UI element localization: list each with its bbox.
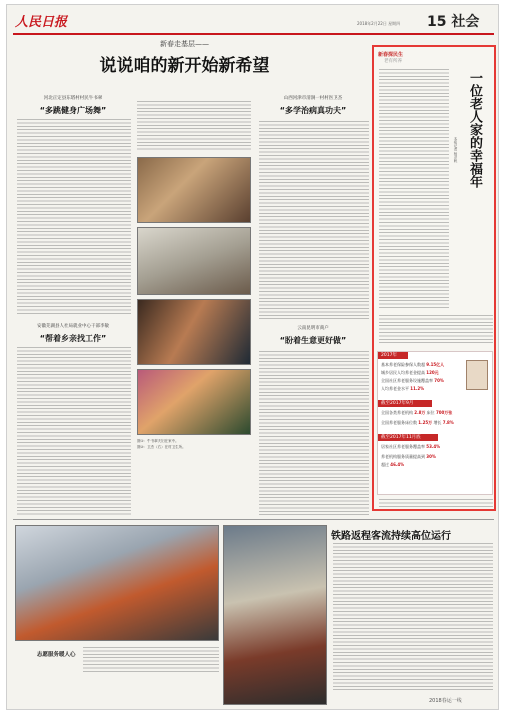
sidebar-tag: 新春探民生 xyxy=(378,52,404,58)
section-footer: 2018春运一线 xyxy=(429,698,462,704)
story-text xyxy=(17,119,131,315)
stat-row: 基本养老保险参保人数超 9.15亿人 xyxy=(381,362,445,367)
rocking-chair-icon xyxy=(466,360,488,390)
main-headline: 说说咱的新开始新希望 xyxy=(99,56,270,76)
stats-panel xyxy=(377,351,493,495)
photo-caption: 图②：卫杰（右）在村卫生所。 xyxy=(137,445,186,449)
highlighted-sidebar[interactable] xyxy=(372,45,496,511)
photo-volunteers xyxy=(15,525,219,641)
photo-caption-title: 志愿服务暖人心 xyxy=(37,652,76,658)
sidebar-credit xyxy=(379,499,493,509)
story-subtitle: 安徽芜湖县人社局就业中心干部李敏 xyxy=(37,324,109,329)
masthead-rule xyxy=(13,33,494,35)
story-title: “多跳健身广场舞” xyxy=(39,106,107,115)
sidebar-text xyxy=(379,315,493,345)
stats-year-bar: 截至2017年11月底 xyxy=(378,434,438,441)
photo-station xyxy=(223,525,327,705)
second-story-text xyxy=(333,543,493,691)
photo-family xyxy=(137,299,251,365)
headline-kicker: 新春走基层—— xyxy=(160,40,209,48)
story-title: “帮着乡亲找工作” xyxy=(39,334,107,343)
page-number: 15 社会 xyxy=(427,14,480,30)
stat-row: 人均养老金水平 11.2% xyxy=(381,386,425,391)
section-divider xyxy=(13,519,494,520)
story-text xyxy=(259,121,369,321)
story-title: “盼着生意更好做” xyxy=(279,336,347,345)
story-text xyxy=(17,347,131,515)
sidebar-tag-sub: 老有所养 xyxy=(384,59,402,64)
stats-year-bar: 2017年 xyxy=(378,352,408,359)
photo-caption: 图①：牛书翠夫妇在家中。 xyxy=(137,439,179,443)
photo-couple xyxy=(137,157,251,223)
newspaper-logo: 人民日报 xyxy=(15,15,68,30)
masthead xyxy=(7,5,499,35)
newspaper-page xyxy=(6,4,499,710)
story-title: “多学治病真功夫” xyxy=(279,106,347,115)
photo-clinic xyxy=(137,227,251,295)
intro-text xyxy=(137,101,251,151)
photo-shop xyxy=(137,369,251,435)
story-subtitle: 河北正定县东塔村村民牛书翠 xyxy=(43,96,103,101)
stat-row: 城乡居民人均养老金提高 120元 xyxy=(381,370,439,375)
stat-row: 超过 46.4% xyxy=(381,462,405,467)
issue-date: 2018年2月22日 星期四 xyxy=(357,21,401,26)
stat-row: 全国养老服务床位数 1.25万 增长 7.8% xyxy=(381,420,454,425)
sidebar-title: 一位老人家的幸福年 xyxy=(467,71,482,188)
stat-row: 居家社区养老服务覆盖率 53.4% xyxy=(381,444,441,449)
stat-row: 全国各类养老机构 2.8万 床位 700万张 xyxy=(381,410,453,415)
stats-year-bar: 截至2017年9月 xyxy=(378,400,432,407)
sidebar-byline: 本报记者 杨彦帆 xyxy=(454,137,458,163)
second-headline: 铁路返程客流持续高位运行 xyxy=(331,531,451,542)
photo-caption-text xyxy=(83,647,219,673)
stat-row: 养老机构服务质量提高到 30% xyxy=(381,454,436,459)
story-text xyxy=(259,351,369,515)
sidebar-text xyxy=(379,69,449,309)
story-subtitle: 山西河津市清涧一村村医卫杰 xyxy=(283,96,343,101)
stat-row: 全国社区养老服务设施覆盖率 70% xyxy=(381,378,444,383)
story-subtitle: 云南昆明市商户 xyxy=(297,326,329,331)
